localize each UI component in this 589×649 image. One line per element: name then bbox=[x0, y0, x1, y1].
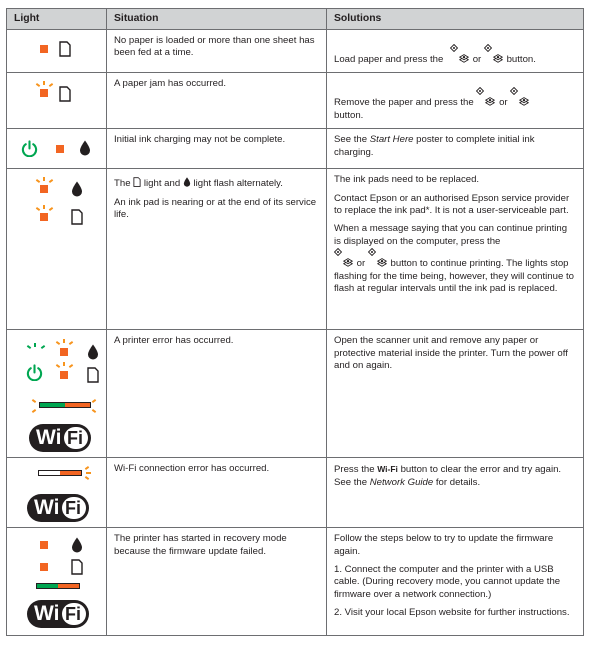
paper-light-square-icon bbox=[40, 45, 48, 53]
situation-cell: Wi-Fi connection error has occurred. bbox=[107, 458, 327, 528]
power-flashing-icon bbox=[26, 364, 43, 381]
ink-drop-icon bbox=[79, 140, 91, 156]
table-row bbox=[7, 330, 584, 458]
light-cell bbox=[7, 330, 107, 458]
table-row bbox=[7, 129, 584, 169]
diamond-icon bbox=[510, 87, 518, 95]
ink-light-square-icon bbox=[40, 563, 48, 571]
table-row bbox=[7, 528, 584, 636]
solution-cell: The ink pads need to be replaced. Contact Epson or an authorised Epson service provider to replace the ink pad*. It is not a user-serviceable part. When a message saying that you can continue printing is displayed on the computer, press the or button to continue printing. The lights stop flashing for the time being, however, they will continue to flash at regular intervals until the ink pad is replaced. bbox=[327, 169, 584, 330]
light-cell bbox=[7, 129, 107, 169]
situation-cell: A paper jam has occurred. bbox=[107, 73, 327, 129]
situation-cell: Initial ink charging may not be complete. bbox=[107, 129, 327, 169]
wifi-logo-icon: Wi Fi bbox=[27, 600, 89, 628]
copy-button-icon bbox=[492, 52, 504, 64]
power-icon bbox=[21, 140, 38, 157]
wifi-logo-icon: Wi Fi bbox=[29, 424, 91, 452]
light-cell bbox=[7, 458, 107, 528]
header-situation: Situation bbox=[107, 9, 327, 30]
ink-light-flashing-icon bbox=[60, 371, 68, 379]
light-cell bbox=[7, 30, 107, 73]
header-light: Light bbox=[7, 9, 107, 30]
paper-light-flashing-icon bbox=[40, 89, 48, 97]
header-solutions: Solutions bbox=[327, 9, 584, 30]
copy-button-icon bbox=[342, 256, 354, 268]
wifi-button-label: Wi-Fi bbox=[377, 464, 398, 475]
solution-cell: Press the Wi-Fi button to clear the error and try again. See the Network Guide for details. bbox=[327, 458, 584, 528]
situation-cell: A printer error has occurred. bbox=[107, 330, 327, 458]
table-row bbox=[7, 30, 584, 73]
copy-button-icon bbox=[376, 256, 388, 268]
paper-light-square-icon bbox=[56, 145, 64, 153]
situation-cell: No paper is loaded or more than one sheet has been fed at a time. bbox=[107, 30, 327, 73]
ink-light-flashing-icon bbox=[40, 213, 48, 221]
light-cell bbox=[7, 169, 107, 330]
paper-icon bbox=[59, 41, 71, 57]
paper-light-square-icon bbox=[40, 541, 48, 549]
wifi-light-bar-icon bbox=[38, 470, 82, 476]
wifi-light-bar-icon bbox=[36, 583, 80, 589]
solution-cell: Open the scanner unit and remove any paper or protective material inside the printer. Turn the power off and on again. bbox=[327, 330, 584, 458]
table-row bbox=[7, 73, 584, 129]
wifi-light-bar-flashing-icon bbox=[39, 402, 91, 408]
solution-cell: See the Start Here poster to complete initial ink charging. bbox=[327, 129, 584, 169]
situation-cell: The light and light flash alternately. An ink pad is nearing or at the end of its service life. bbox=[107, 169, 327, 330]
situation-cell: The printer has started in recovery mode because the firmware update failed. bbox=[107, 528, 327, 636]
paper-icon bbox=[71, 559, 83, 575]
ink-drop-icon bbox=[87, 344, 99, 360]
solution-cell: Remove the paper and press the or button. bbox=[327, 73, 584, 129]
copy-button-icon bbox=[484, 95, 496, 107]
solution-cell: Load paper and press the or button. bbox=[327, 30, 584, 73]
light-cell bbox=[7, 528, 107, 636]
copy-button-icon bbox=[518, 95, 530, 107]
table-row bbox=[7, 458, 584, 528]
diamond-icon bbox=[450, 44, 458, 52]
diamond-icon bbox=[368, 248, 376, 256]
light-cell bbox=[7, 73, 107, 129]
paper-light-flashing-icon bbox=[60, 348, 68, 356]
table-row bbox=[7, 169, 584, 330]
copy-button-icon bbox=[458, 52, 470, 64]
paper-light-flashing-icon bbox=[40, 185, 48, 193]
paper-icon bbox=[59, 86, 71, 102]
paper-icon bbox=[71, 209, 83, 225]
diamond-icon bbox=[484, 44, 492, 52]
paper-icon bbox=[133, 177, 141, 187]
ink-drop-icon bbox=[183, 177, 191, 187]
paper-icon bbox=[87, 367, 99, 383]
ink-drop-icon bbox=[71, 537, 83, 553]
solution-cell: Follow the steps below to try to update the firmware again. 1. Connect the computer and the printer with a USB cable. (During recovery mode, you cannot update the firmware over a network connection.) 2. Visit your local Epson website for further instructions. bbox=[327, 528, 584, 636]
wifi-logo-icon: Wi Fi bbox=[27, 494, 89, 522]
ink-drop-icon bbox=[71, 181, 83, 197]
diamond-icon bbox=[334, 248, 342, 256]
diamond-icon bbox=[476, 87, 484, 95]
error-lights-table bbox=[6, 8, 584, 636]
